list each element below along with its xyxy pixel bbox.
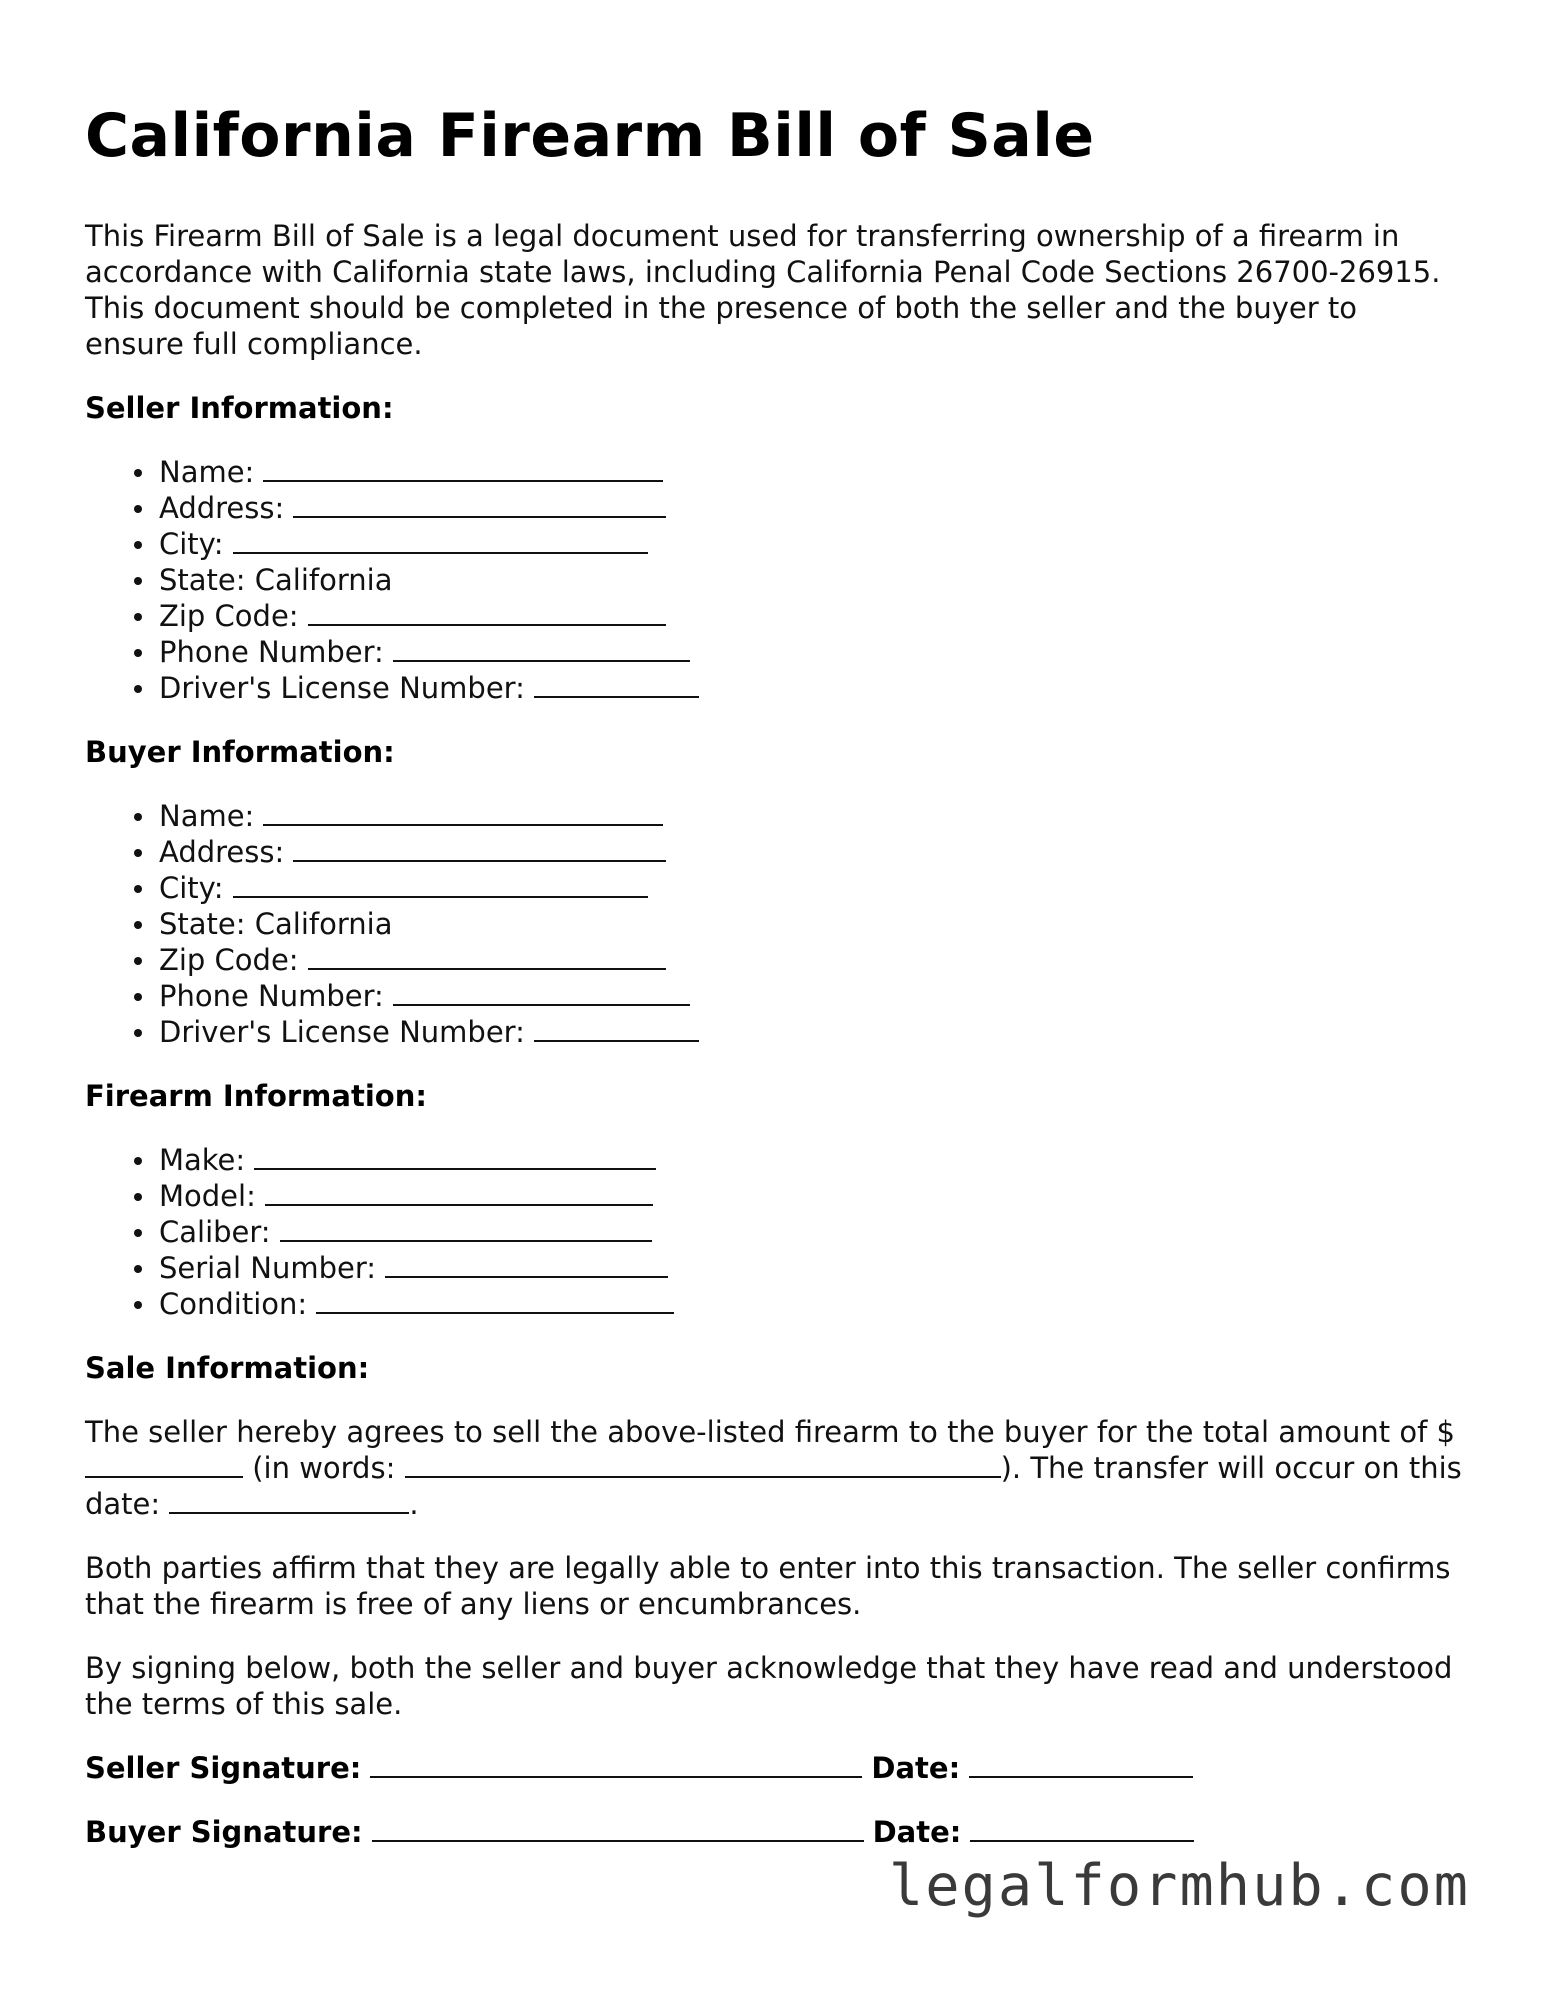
firearm-condition-item — [159, 1286, 1465, 1322]
buyer-address-item — [159, 834, 1465, 870]
buyer-phone-item — [159, 978, 1465, 1014]
firearm-make-item — [159, 1142, 1465, 1178]
seller-state-item — [159, 562, 1465, 598]
seller-address-item — [159, 490, 1465, 526]
buyer-license-item — [159, 1014, 1465, 1050]
firearm-caliber-blank[interactable] — [280, 1216, 652, 1242]
seller-signature-label: Seller Signature: — [85, 1751, 362, 1785]
seller-license-blank[interactable] — [534, 672, 699, 698]
sale-section-heading: Sale Information: — [85, 1351, 370, 1385]
sale-terms-text-c: ). The transfer will occur on this date: — [85, 1451, 1462, 1521]
sale-amount-blank[interactable] — [85, 1452, 243, 1478]
buyer-state-item — [159, 906, 1465, 942]
seller-license-item — [159, 670, 1465, 706]
seller-address-blank[interactable] — [293, 492, 666, 518]
sale-date-blank[interactable] — [169, 1488, 409, 1514]
firearm-model-item — [159, 1178, 1465, 1214]
sale-terms-text-d: . — [409, 1487, 419, 1521]
seller-name-blank[interactable] — [263, 456, 663, 482]
seller-state-label: State: California — [159, 563, 393, 597]
buyer-section-heading: Buyer Information: — [85, 735, 395, 769]
buyer-license-blank[interactable] — [534, 1016, 699, 1042]
firearm-serial-blank[interactable] — [385, 1252, 668, 1278]
firearm-model-blank[interactable] — [265, 1180, 653, 1206]
sale-amount-words-blank[interactable] — [405, 1452, 1001, 1478]
seller-city-label: City: — [159, 527, 224, 561]
buyer-zip-item — [159, 942, 1465, 978]
document-page — [85, 100, 1465, 1878]
firearm-serial-item — [159, 1250, 1465, 1286]
firearm-field-list — [85, 1142, 1465, 1322]
buyer-signature-blank[interactable] — [372, 1816, 864, 1842]
site-watermark: legalformhub.com — [888, 1853, 1470, 1919]
firearm-make-label: Make: — [159, 1143, 246, 1177]
sale-terms-text-a: The seller hereby agrees to sell the above-listed firearm to the buyer for the total amount of $ — [85, 1415, 1455, 1449]
seller-phone-item — [159, 634, 1465, 670]
seller-zip-item — [159, 598, 1465, 634]
buyer-name-blank[interactable] — [263, 800, 663, 826]
firearm-caliber-item — [159, 1214, 1465, 1250]
buyer-phone-label: Phone Number: — [159, 979, 384, 1013]
buyer-signature-row — [85, 1814, 1465, 1850]
buyer-phone-blank[interactable] — [393, 980, 690, 1006]
buyer-city-blank[interactable] — [233, 872, 648, 898]
buyer-date-label: Date: — [872, 1815, 962, 1849]
firearm-condition-label: Condition: — [159, 1287, 308, 1321]
seller-signature-row — [85, 1750, 1465, 1786]
buyer-signature-label: Buyer Signature: — [85, 1815, 363, 1849]
seller-license-label: Driver's License Number: — [159, 671, 525, 705]
firearm-condition-blank[interactable] — [316, 1288, 674, 1314]
affirmation-paragraph: Both parties affirm that they are legally able to enter into this transaction. The seller confirms that the firearm is free of any liens or encumbrances. — [85, 1551, 1451, 1621]
buyer-name-label: Name: — [159, 799, 255, 833]
seller-signature-blank[interactable] — [370, 1752, 862, 1778]
buyer-date-blank[interactable] — [970, 1816, 1194, 1842]
seller-date-blank[interactable] — [969, 1752, 1193, 1778]
seller-zip-blank[interactable] — [308, 600, 666, 626]
buyer-field-list — [85, 798, 1465, 1050]
firearm-serial-label: Serial Number: — [159, 1251, 377, 1285]
buyer-zip-label: Zip Code: — [159, 943, 299, 977]
intro-paragraph: This Firearm Bill of Sale is a legal document used for transferring ownership of a firearm in accordance with California state laws, including California Penal Code Sections 26700-26915. This document should be completed in the presence of both the seller and the buyer to ensure full compliance. — [85, 219, 1441, 361]
seller-phone-blank[interactable] — [393, 636, 690, 662]
firearm-make-blank[interactable] — [254, 1144, 656, 1170]
firearm-section-heading: Firearm Information: — [85, 1079, 427, 1113]
document-title: California Firearm Bill of Sale — [85, 101, 1095, 171]
seller-city-item — [159, 526, 1465, 562]
buyer-address-blank[interactable] — [293, 836, 666, 862]
seller-field-list — [85, 454, 1465, 706]
seller-name-item — [159, 454, 1465, 490]
seller-name-label: Name: — [159, 455, 255, 489]
seller-section-heading: Seller Information: — [85, 391, 394, 425]
acknowledgement-paragraph: By signing below, both the seller and buyer acknowledge that they have read and understood the terms of this sale. — [85, 1651, 1453, 1721]
seller-zip-label: Zip Code: — [159, 599, 299, 633]
seller-address-label: Address: — [159, 491, 285, 525]
buyer-license-label: Driver's License Number: — [159, 1015, 525, 1049]
firearm-caliber-label: Caliber: — [159, 1215, 271, 1249]
buyer-name-item — [159, 798, 1465, 834]
buyer-zip-blank[interactable] — [308, 944, 666, 970]
buyer-city-label: City: — [159, 871, 224, 905]
firearm-model-label: Model: — [159, 1179, 256, 1213]
buyer-city-item — [159, 870, 1465, 906]
seller-phone-label: Phone Number: — [159, 635, 384, 669]
buyer-state-label: State: California — [159, 907, 393, 941]
buyer-address-label: Address: — [159, 835, 285, 869]
seller-date-label: Date: — [871, 1751, 961, 1785]
sale-terms-paragraph — [85, 1414, 1465, 1522]
seller-city-blank[interactable] — [233, 528, 648, 554]
sale-terms-text-b: (in words: — [243, 1451, 405, 1485]
